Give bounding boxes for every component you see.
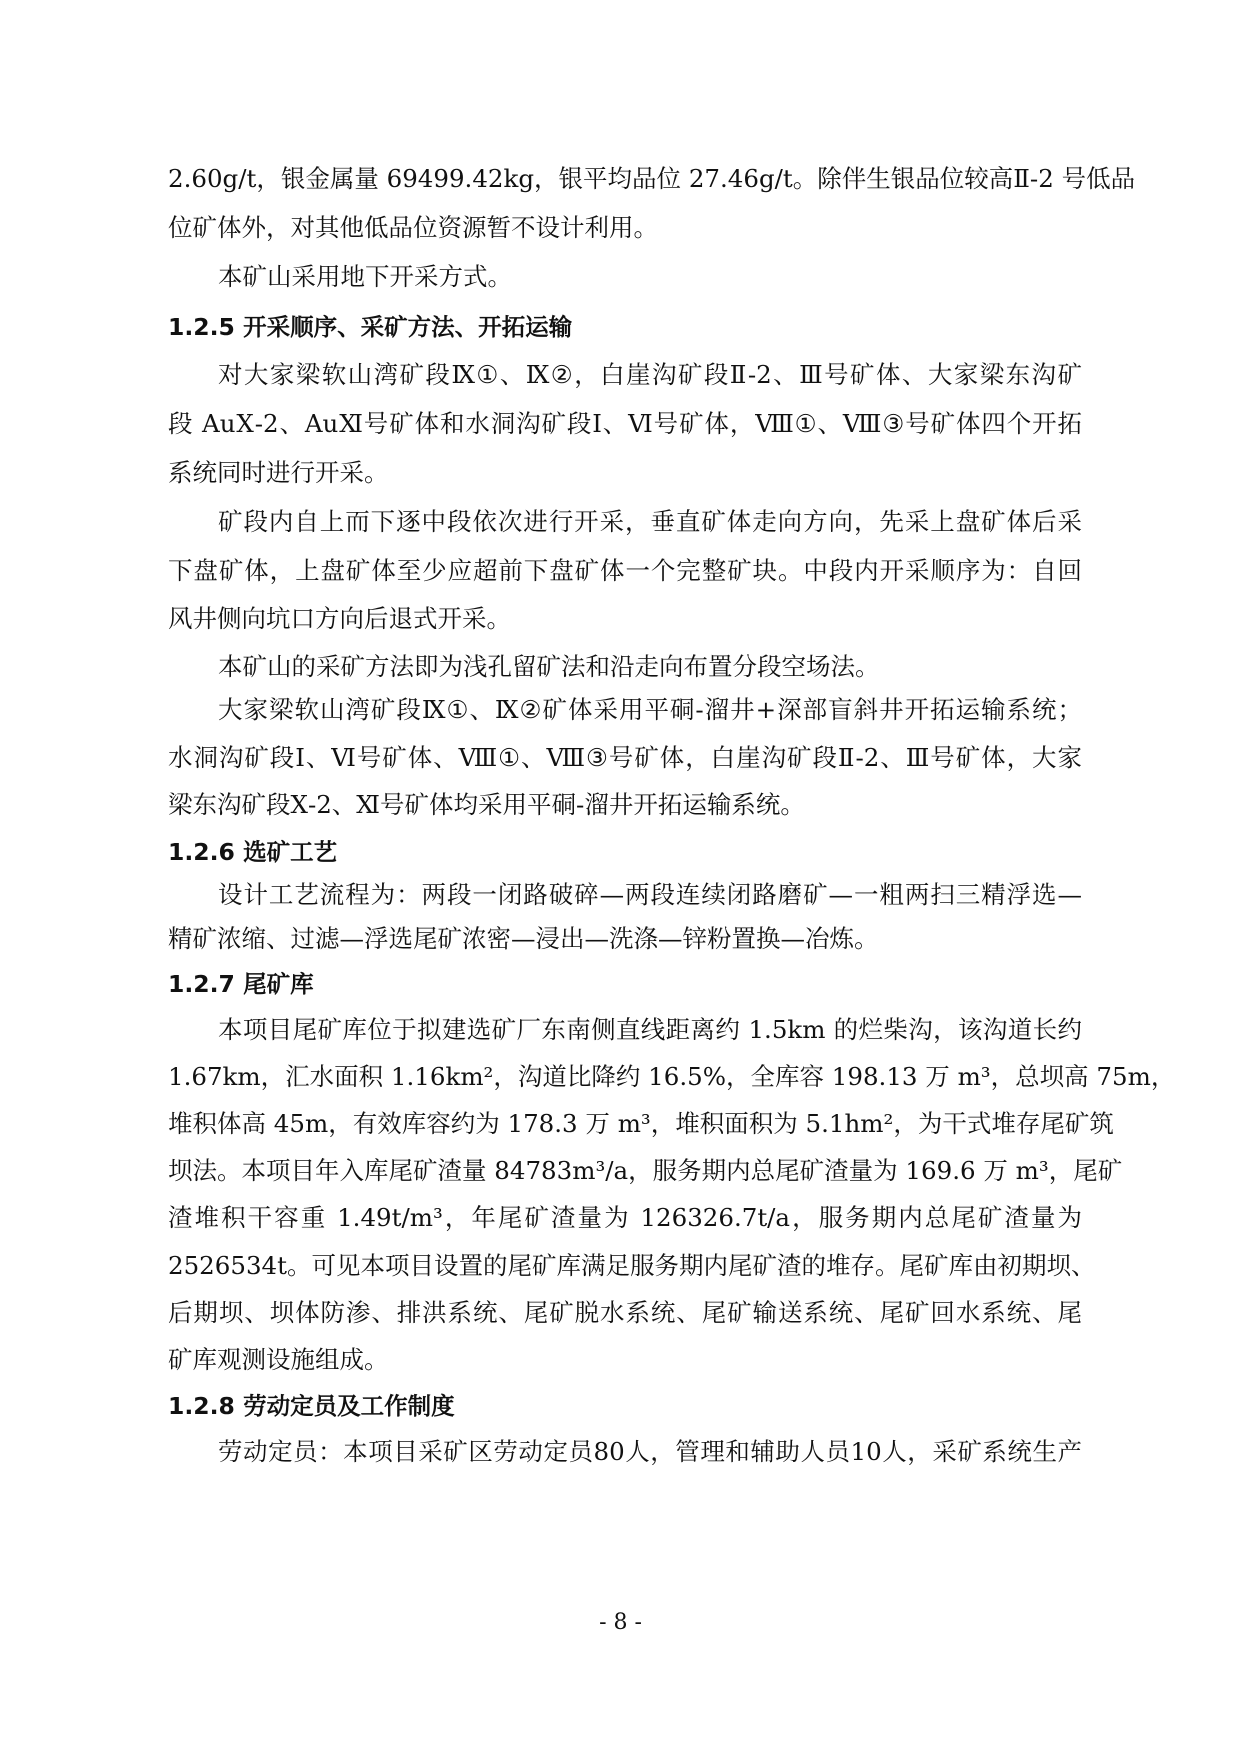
paragraph-line: 2.60g/t，银金属量 69499.42kg，银平均品位 27.46g/t。除伴生银品位较高Ⅱ-2 号低品 [168, 164, 1136, 193]
paragraph-line: 本矿山采用地下开采方式。 [218, 262, 512, 291]
paragraph-line: 堆积体高 45m，有效库容约为 178.3 万 m³，堆积面积为 5.1hm²，为干式堆存尾矿筑 [168, 1109, 1114, 1138]
paragraph-line: 对大家梁软山湾矿段Ⅸ①、Ⅸ②，白崖沟矿段Ⅱ-2、Ⅲ号矿体、大家梁东沟矿 [218, 360, 1082, 389]
paragraph-line: 梁东沟矿段Ⅹ-2、Ⅺ号矿体均采用平硐-溜井开拓运输系统。 [168, 790, 805, 819]
paragraph-line: 2526534t。可见本项目设置的尾矿库满足服务期内尾矿渣的堆存。尾矿库由初期坝、 [168, 1251, 1096, 1280]
paragraph-line: 水洞沟矿段Ⅰ、Ⅵ号矿体、Ⅷ①、Ⅷ③号矿体，白崖沟矿段Ⅱ-2、Ⅲ号矿体，大家 [168, 743, 1082, 772]
paragraph-line: 系统同时进行开采。 [168, 458, 389, 487]
paragraph-line: 1.67km，汇水面积 1.16km²，沟道比降约 16.5%，全库容 198.13 万 m³，总坝高 75m， [168, 1062, 1176, 1091]
section-heading-1-2-7: 1.2.7 尾矿库 [168, 970, 314, 998]
paragraph-line: 劳动定员：本项目采矿区劳动定员80人，管理和辅助人员10人，采矿系统生产 [218, 1437, 1082, 1466]
section-heading-1-2-5: 1.2.5 开采顺序、采矿方法、开拓运输 [168, 313, 573, 341]
paragraph-line: 本矿山的采矿方法即为浅孔留矿法和沿走向布置分段空场法。 [218, 652, 880, 681]
paragraph-line: 下盘矿体，上盘矿体至少应超前下盘矿体一个完整矿块。中段内开采顺序为：自回 [168, 556, 1082, 585]
paragraph-line: 渣堆积干容重 1.49t/m³，年尾矿渣量为 126326.7t/a，服务期内总尾矿渣量为 [168, 1203, 1082, 1232]
paragraph-line: 矿库观测设施组成。 [168, 1345, 389, 1374]
paragraph-line: 矿段内自上而下逐中段依次进行开采，垂直矿体走向方向，先采上盘矿体后采 [218, 507, 1082, 536]
page-number: - 8 - [599, 1610, 642, 1635]
paragraph-line: 设计工艺流程为：两段一闭路破碎—两段连续闭路磨矿—一粗两扫三精浮选— [218, 880, 1082, 909]
section-heading-1-2-6: 1.2.6 选矿工艺 [168, 838, 338, 866]
paragraph-line: 风井侧向坑口方向后退式开采。 [168, 604, 511, 633]
section-heading-1-2-8: 1.2.8 劳动定员及工作制度 [168, 1392, 455, 1420]
paragraph-line: 精矿浓缩、过滤—浮选尾矿浓密—浸出—洗涤—锌粉置换—冶炼。 [168, 924, 879, 953]
paragraph-line: 大家梁软山湾矿段Ⅸ①、Ⅸ②矿体采用平硐-溜井+深部盲斜井开拓运输系统； [218, 695, 1082, 724]
paragraph-line: 段 AuⅩ-2、AuⅪ号矿体和水洞沟矿段Ⅰ、Ⅵ号矿体，Ⅷ①、Ⅷ③号矿体四个开拓 [168, 409, 1082, 438]
paragraph-line: 本项目尾矿库位于拟建选矿厂东南侧直线距离约 1.5km 的烂柴沟，该沟道长约 [218, 1015, 1082, 1044]
paragraph-line: 坝法。本项目年入库尾矿渣量 84783m³/a，服务期内总尾矿渣量为 169.6 万 m³，尾矿 [168, 1156, 1123, 1185]
paragraph-line: 后期坝、坝体防渗、排洪系统、尾矿脱水系统、尾矿输送系统、尾矿回水系统、尾 [168, 1298, 1082, 1327]
paragraph-line: 位矿体外，对其他低品位资源暂不设计利用。 [168, 213, 658, 242]
